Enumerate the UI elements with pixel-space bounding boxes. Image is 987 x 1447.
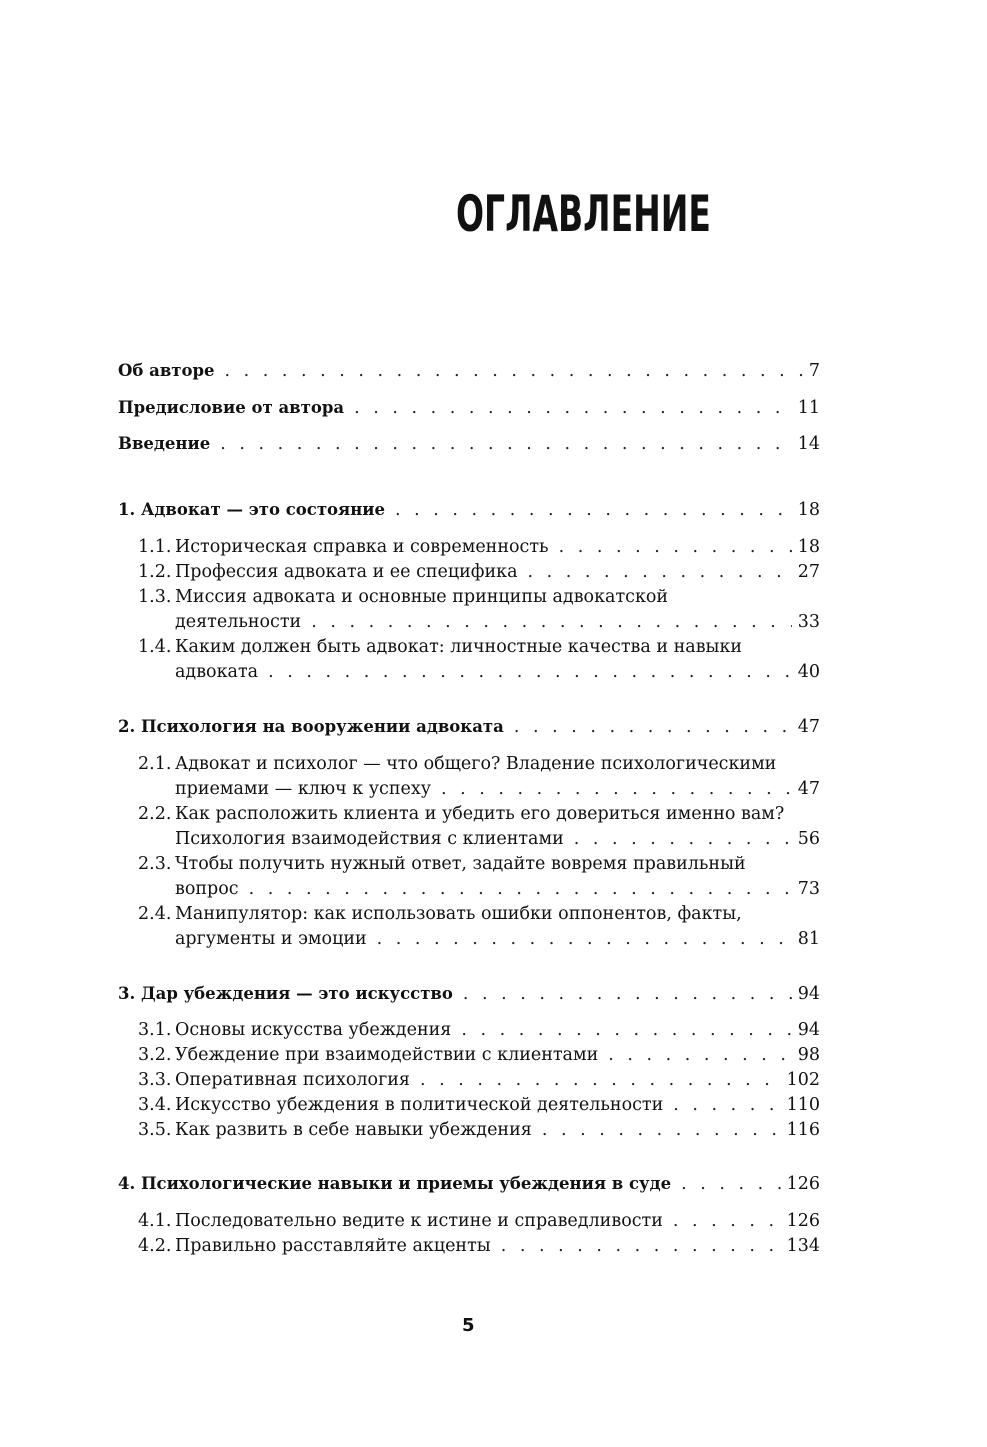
toc-page-number: 110 <box>786 1095 820 1115</box>
toc-subsection-title: Каким должен быть адвокат: личностные качества и навыки <box>175 637 743 657</box>
toc-subsection-title: Оперативная психология <box>175 1070 410 1090</box>
section-number: 3.4. <box>138 1095 172 1115</box>
toc-subsection[interactable] <box>0 1043 820 1067</box>
toc-entry[interactable] <box>0 432 820 456</box>
dot-leader <box>249 877 792 901</box>
toc-page-number: 134 <box>786 1236 820 1256</box>
dot-leader <box>395 498 792 522</box>
dot-leader <box>528 560 792 584</box>
toc-subsection[interactable] <box>0 1093 820 1117</box>
toc-page-number: 11 <box>797 398 820 418</box>
section-number: 3.5. <box>138 1120 172 1140</box>
toc-subsection-title: Миссия адвоката и основные принципы адвокатской <box>175 587 669 607</box>
toc-entry[interactable] <box>0 359 820 383</box>
section-number: 4.2. <box>138 1236 172 1256</box>
section-number: 1.3. <box>138 587 172 607</box>
toc-subsection-title-cont: деятельности <box>175 612 302 632</box>
toc-subsection-cont[interactable] <box>0 777 820 801</box>
toc-subsection[interactable] <box>0 902 820 926</box>
toc-page-number: 56 <box>797 829 820 849</box>
toc-subsection-title: Адвокат и психолог — что общего? Владение психологическими <box>175 754 777 774</box>
toc-chapter-title: 3. Дар убеждения — это искусство <box>118 984 453 1003</box>
section-number: 1.4. <box>138 637 172 657</box>
toc-subsection-cont[interactable] <box>0 660 820 684</box>
toc-subsection-cont[interactable] <box>0 877 820 901</box>
dot-leader <box>377 927 792 951</box>
toc-page-number: 47 <box>797 717 820 737</box>
toc-page-number: 126 <box>786 1174 820 1194</box>
toc-page-number: 7 <box>808 361 820 381</box>
toc-chapter[interactable] <box>0 715 820 739</box>
dot-leader <box>673 1209 781 1233</box>
toc-page-number: 116 <box>786 1120 820 1140</box>
toc-page-number: 40 <box>797 662 820 682</box>
toc-entry-title: Введение <box>118 434 211 453</box>
toc-chapter[interactable] <box>0 982 820 1006</box>
page-number: 5 <box>462 1315 475 1336</box>
toc-page-number: 102 <box>786 1070 820 1090</box>
dot-leader <box>681 1172 781 1196</box>
toc-page-number: 33 <box>797 612 820 632</box>
toc-subsection[interactable] <box>0 1209 820 1233</box>
dot-leader <box>268 660 792 684</box>
toc-page-number: 18 <box>797 537 820 557</box>
dot-leader <box>608 1043 791 1067</box>
section-number: 3.2. <box>138 1045 172 1065</box>
toc-chapter[interactable] <box>0 1172 820 1196</box>
toc-entry-title: Предисловие от автора <box>118 398 345 417</box>
toc-subsection-title: Последовательно ведите к истине и справедливости <box>175 1211 663 1231</box>
toc-subsection[interactable] <box>0 560 820 584</box>
toc-subsection[interactable] <box>0 802 820 826</box>
toc-subsection-cont[interactable] <box>0 610 820 634</box>
toc-subsection[interactable] <box>0 752 820 776</box>
section-number: 2.1. <box>138 754 172 774</box>
section-number: 4.1. <box>138 1211 172 1231</box>
dot-leader <box>542 1118 781 1142</box>
section-number: 3.1. <box>138 1020 172 1040</box>
toc-subsection[interactable] <box>0 852 820 876</box>
dot-leader <box>574 827 792 851</box>
dot-leader <box>673 1093 780 1117</box>
toc-subsection[interactable] <box>0 585 820 609</box>
dot-leader <box>501 1234 781 1258</box>
toc-page-number: 81 <box>797 929 820 949</box>
section-number: 2.4. <box>138 904 172 924</box>
toc-subsection-title-cont: вопрос <box>175 879 239 899</box>
section-number: 1.1. <box>138 537 172 557</box>
toc-subsection-title: Правильно расставляйте акценты <box>175 1236 491 1256</box>
toc-subsection[interactable] <box>0 1118 820 1142</box>
dot-leader <box>559 535 792 559</box>
section-number: 3.3. <box>138 1070 172 1090</box>
section-number: 2.3. <box>138 854 172 874</box>
toc-subsection[interactable] <box>0 1068 820 1092</box>
toc-page-number: 27 <box>797 562 820 582</box>
dot-leader <box>420 1068 781 1092</box>
toc-page-number: 47 <box>797 779 820 799</box>
dot-leader <box>311 610 792 634</box>
toc-subsection[interactable] <box>0 1234 820 1258</box>
dot-leader <box>354 396 792 420</box>
toc-chapter-title: 1. Адвокат — это состояние <box>118 500 386 519</box>
dot-leader <box>225 359 803 383</box>
toc-subsection-title: Убеждение при взаимодействии с клиентами <box>175 1045 599 1065</box>
toc-subsection-title-cont: Психология взаимодействия с клиентами <box>175 829 564 849</box>
toc-subsection-title: Как расположить клиента и убедить его довериться именно вам? <box>175 804 785 824</box>
toc-page-number: 94 <box>797 984 820 1004</box>
toc-subsection-title: Историческая справка и современность <box>175 537 549 557</box>
toc-page-number: 94 <box>797 1020 820 1040</box>
toc-subsection-title: Манипулятор: как использовать ошибки оппонентов, факты, <box>175 904 742 924</box>
toc-entry-title: Об авторе <box>118 361 215 380</box>
toc-page-number: 73 <box>797 879 820 899</box>
toc-subsection-title: Чтобы получить нужный ответ, задайте вовремя правильный <box>175 854 746 874</box>
toc-subsection-title-cont: адвоката <box>175 662 259 682</box>
toc-subsection[interactable] <box>0 635 820 659</box>
toc-subsection-title-cont: аргументы и эмоции <box>175 929 367 949</box>
toc-chapter[interactable] <box>0 498 820 522</box>
toc-chapter-title: 2. Психология на вооружении адвоката <box>118 717 504 736</box>
toc-subsection[interactable] <box>0 1018 820 1042</box>
dot-leader <box>220 432 792 456</box>
dot-leader <box>461 1018 791 1042</box>
toc-page-number: 18 <box>797 500 820 520</box>
toc-subsection-title: Как развить в себе навыки убеждения <box>175 1120 532 1140</box>
dot-leader <box>463 982 792 1006</box>
page-title: ОГЛАВЛЕНИЕ <box>456 185 711 243</box>
toc-page-number: 98 <box>797 1045 820 1065</box>
toc-subsection-cont[interactable] <box>0 927 820 951</box>
toc-subsection-title: Профессия адвоката и ее специфика <box>175 562 518 582</box>
toc-page-number: 14 <box>797 434 820 454</box>
toc-chapter-title: 4. Психологические навыки и приемы убеждения в суде <box>118 1174 672 1193</box>
section-number: 2.2. <box>138 804 172 824</box>
toc-subsection-title-cont: приемами — ключ к успеху <box>175 779 432 799</box>
toc-subsection-title: Основы искусства убеждения <box>175 1020 452 1040</box>
toc-subsection-title: Искусство убеждения в политической деятельности <box>175 1095 664 1115</box>
toc-page-number: 126 <box>786 1211 820 1231</box>
dot-leader <box>441 777 792 801</box>
section-number: 1.2. <box>138 562 172 582</box>
dot-leader <box>514 715 792 739</box>
toc-subsection-cont[interactable] <box>0 827 820 851</box>
toc-entry[interactable] <box>0 396 820 420</box>
toc-subsection[interactable] <box>0 535 820 559</box>
